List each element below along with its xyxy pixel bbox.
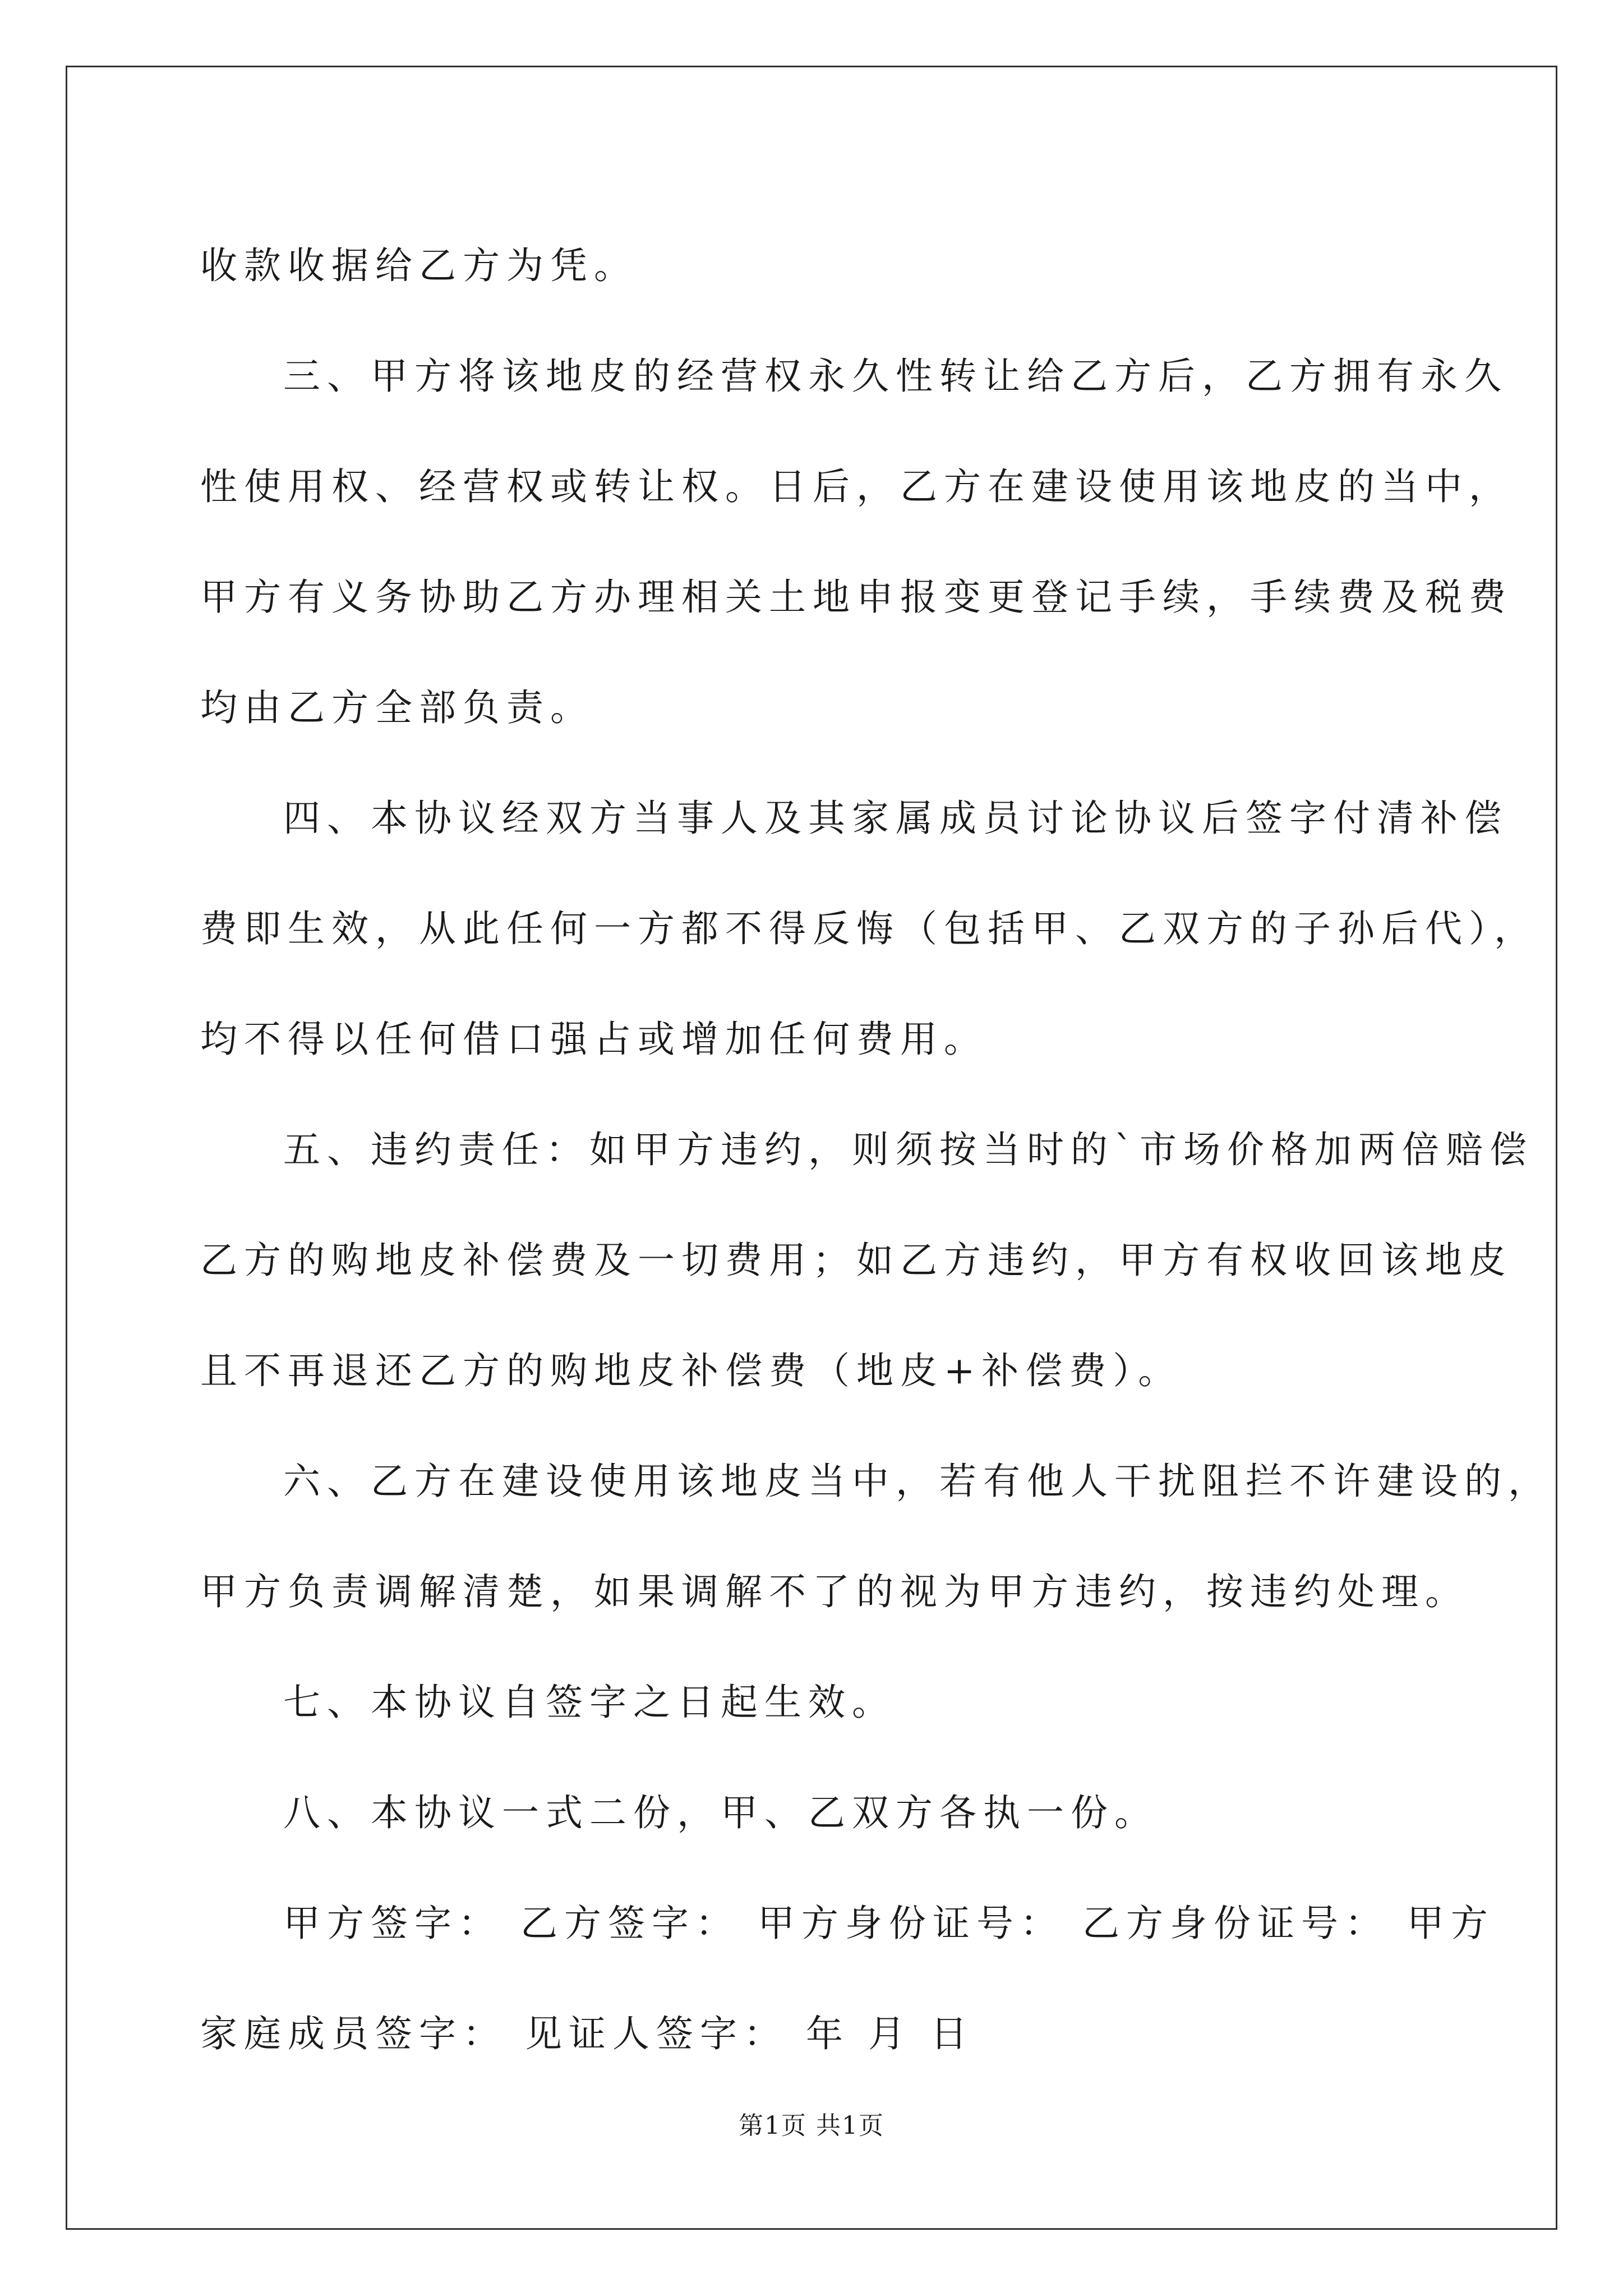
text-line: 性使用权、经营权或转让权。日后，乙方在建设使用该地皮的当中， [200,465,1513,508]
text-line: 且不再退还乙方的购地皮补偿费（地皮+补偿费）。 [200,1349,1182,1392]
text-line: 甲方负责调解清楚，如果调解不了的视为甲方违约，按违约处理。 [200,1570,1469,1613]
document-body [200,210,1552,2089]
text-line: 七、本协议自签字之日起生效。 [283,1681,896,1724]
text-line: 费即生效，从此任何一方都不得反悔（包括甲、乙双方的子孙后代）， [200,907,1538,950]
text-line: 甲方有义务协助乙方办理相关土地申报变更登记手续，手续费及税费 [200,576,1513,619]
text-line: 八、本协议一式二份，甲、乙双方各执一份。 [283,1791,1158,1834]
signature-line: 甲方签字： 乙方签字： 甲方身份证号： 乙方身份证号： 甲方 [283,1902,1495,1945]
page-number: 第1页 共1页 [739,2111,884,2140]
text-line: 收款收据给乙方为凭。 [200,244,638,287]
text-line: 均由乙方全部负责。 [200,686,594,729]
text-line: 四、本协议经双方当事人及其家属成员讨论协议后签字付清补偿 [283,797,1508,840]
agreement-text [200,210,1552,2089]
text-line: 五、违约责任：如甲方违约，则须按当时的`市场价格加两倍赔偿 [283,1128,1533,1171]
text-line: 乙方的购地皮补偿费及一切费用；如乙方违约，甲方有权收回该地皮 [200,1239,1513,1282]
text-line: 均不得以任何借口强占或增加任何费用。 [200,1018,988,1061]
signature-line: 家庭成员签字： 见证人签字： 年 月 日 [200,2012,974,2055]
text-line: 六、乙方在建设使用该地皮当中，若有他人干扰阻拦不许建设的， [283,1460,1552,1503]
text-line: 三、甲方将该地皮的经营权永久性转让给乙方后，乙方拥有永久 [283,355,1508,398]
